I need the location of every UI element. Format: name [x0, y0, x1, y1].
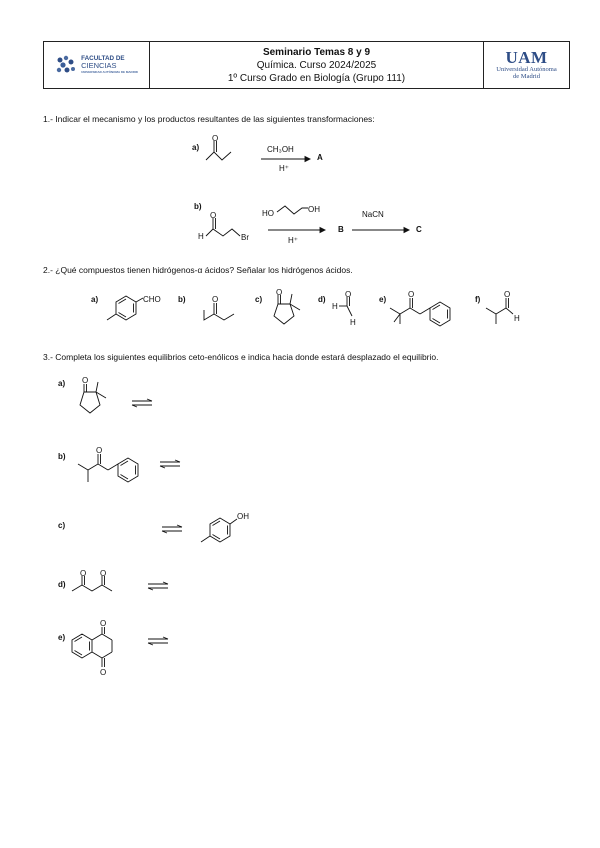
q1-a-arrow	[261, 156, 311, 164]
acetylacetone-structure	[68, 568, 138, 598]
tert-butyl-benzyl-ketone-structure	[384, 290, 470, 332]
q2-e-label: e)	[379, 295, 387, 304]
butanone-structure	[200, 134, 260, 168]
q3-d-label: d)	[58, 580, 66, 589]
uam-logo	[483, 42, 569, 88]
q3-a-o-label: O	[82, 376, 89, 385]
question-2-text: 2.- ¿Qué compuestos tienen hidrógenos-α ácidos? Señalar los hidrógenos ácidos.	[43, 265, 353, 275]
q2-f-label: f)	[475, 295, 481, 304]
ethylene-glycol-structure	[262, 202, 332, 220]
q3-e-o1-label: O	[100, 619, 107, 628]
faculty-logo-line3: UNIVERSIDAD AUTÓNOMA DE MADRID	[81, 69, 138, 74]
tetralindione-structure	[66, 618, 126, 680]
q3-d-o1-label: O	[80, 569, 87, 578]
q1-b-reagent-bottom: H⁺	[288, 236, 298, 245]
faculty-logo-line1: FACULTAD DE	[81, 54, 125, 62]
course-group: 1º Curso Grado en Biología (Grupo 111)	[227, 72, 406, 84]
molecule-logo-icon	[55, 55, 77, 75]
q1-b-arrow	[268, 227, 328, 235]
glycol-oh-label: OH	[308, 205, 320, 214]
bromopropanal-structure	[196, 212, 266, 242]
p-cresol-structure	[192, 506, 262, 550]
q3-d-o2-label: O	[100, 569, 107, 578]
q3-a-cyclopentanone-structure	[68, 378, 120, 422]
uam-name-line2: de Madrid	[513, 73, 540, 80]
q3-e-label: e)	[58, 633, 66, 642]
q3-a-label: a)	[58, 379, 66, 388]
faculty-logo-line2: CIENCIAS	[81, 60, 117, 70]
aldehyde-o-label: O	[210, 211, 217, 220]
q3-b-equilibrium-arrow	[158, 460, 182, 468]
q1-b-reagent2: NaCN	[362, 210, 384, 219]
isobutyraldehyde-structure	[480, 290, 530, 330]
faculty-logo	[44, 42, 150, 88]
q2-c-label: c)	[255, 295, 263, 304]
aldehyde-h-label: H	[198, 232, 204, 241]
course-year: Química. Curso 2024/2025	[256, 59, 377, 71]
q1-b-label: b)	[194, 202, 202, 211]
q1-b-second-arrow	[352, 227, 412, 235]
aldehyde-f-o-label: O	[504, 290, 511, 299]
ketone-e-o-label: O	[408, 290, 415, 299]
pentanone-o-label: O	[212, 295, 219, 304]
q1-a-reagent-bottom: H⁺	[279, 164, 289, 173]
formaldehyde-h2-label: H	[350, 318, 356, 327]
carbonyl-o-label: O	[212, 134, 219, 143]
q1-b-product: B	[338, 225, 344, 234]
question-1-text: 1.- Indicar el mecanismo y los productos resultantes de las siguientes transformaciones:	[43, 114, 375, 124]
question-3-text: 3.- Completa los siguientes equilibrios ceto-enólicos e indica hacia donde estará desplazado el equilibrio.	[43, 352, 439, 362]
q1-a-reagent-top: CH₃OH	[267, 145, 294, 154]
seminar-title: Seminario Temas 8 y 9	[262, 46, 371, 58]
q2-d-label: d)	[318, 295, 326, 304]
p-tolualdehyde-structure	[96, 292, 168, 332]
q3-a-equilibrium-arrow	[130, 399, 154, 407]
uam-name-line1: Universidad Autónoma	[496, 66, 557, 73]
cyclopentanone-o-label: O	[276, 288, 283, 297]
bromine-label: Br	[241, 233, 249, 242]
q2-b-label: b)	[178, 295, 186, 304]
formaldehyde-structure	[330, 292, 370, 330]
aldehyde-f-h-label: H	[514, 314, 520, 323]
dimethylcyclopentanone-structure	[262, 290, 312, 332]
q3-b-o-label: O	[96, 446, 103, 455]
cho-label: CHO	[143, 295, 161, 304]
pentanone-structure	[186, 292, 246, 328]
document-header	[43, 41, 570, 89]
phenol-oh-label: OH	[237, 512, 249, 521]
q3-b-label: b)	[58, 452, 66, 461]
q3-c-equilibrium-arrow	[160, 525, 184, 533]
q3-c-label: c)	[58, 521, 66, 530]
q3-e-o2-label: O	[100, 668, 107, 677]
q3-e-equilibrium-arrow	[146, 637, 170, 645]
q1-a-product: A	[317, 153, 323, 162]
formaldehyde-o-label: O	[345, 290, 352, 299]
q2-a-label: a)	[91, 295, 99, 304]
q1-b-product2: C	[416, 225, 422, 234]
q1-a-label: a)	[192, 143, 200, 152]
formaldehyde-h1-label: H	[332, 302, 338, 311]
q3-d-equilibrium-arrow	[146, 582, 170, 590]
uam-mark: UAM	[505, 48, 548, 67]
q3-b-ketone-structure	[68, 446, 156, 490]
glycol-ho-label: HO	[262, 209, 274, 218]
